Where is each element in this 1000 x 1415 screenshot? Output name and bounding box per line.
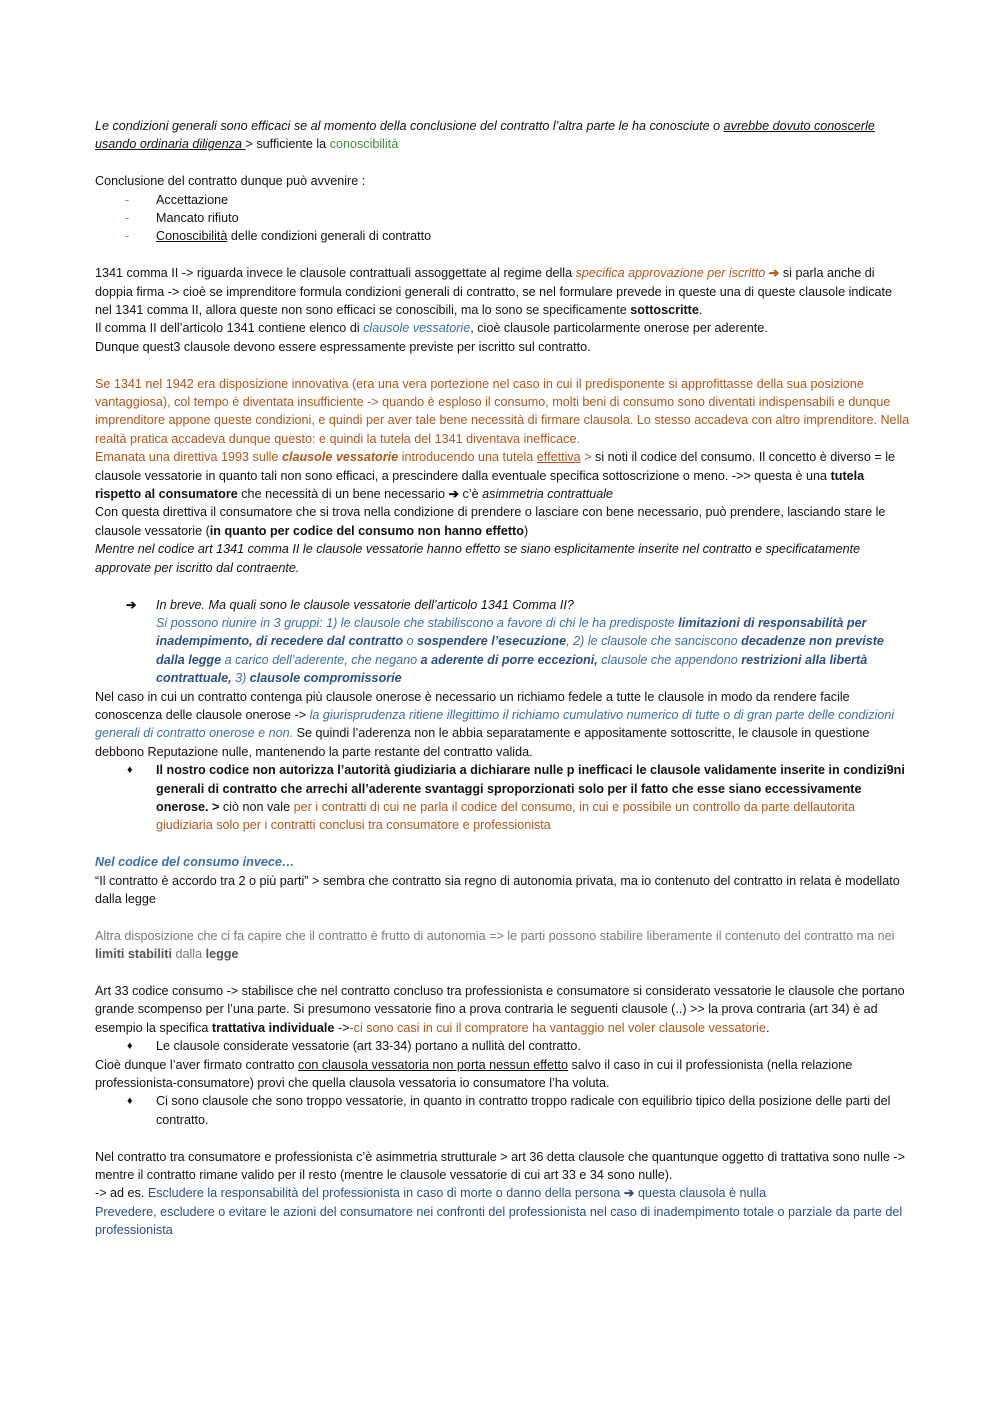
list-item [95, 1037, 910, 1055]
text: , 2) le clausole che sanciscono [566, 634, 742, 649]
text: in quanto per codice del consumo non hanno effetto [209, 523, 524, 538]
text: clausole compromissorie [249, 671, 402, 686]
text: Con questa direttiva il consumatore che si trova nella condizione di prendere o lasciare con bene necessario, può prendere, lasciando stare le clausole vessatorie ( [95, 505, 886, 538]
text: restrizioni alla libertà contrattuale, [156, 652, 868, 686]
text: -> ad es. [95, 1186, 148, 1201]
paragraph-prevedere: Prevedere, escludere o evitare le azioni del consumatore nei confronti del professionista nel caso di inadempimento totale o parziale da parte del professionista [95, 1204, 903, 1238]
text: Nel caso in cui un contratto contenga più clausole onerose è necessario un richiamo fedele a tutte le clausole in modo da rendere facile conoscenza delle clausole onerose -> [95, 689, 850, 722]
text: Cioè dunque l’aver firmato contratto [95, 1057, 299, 1072]
conclusion-list [95, 191, 910, 246]
arrow-right-icon: ➔ [448, 487, 460, 502]
paragraph-direttiva [95, 448, 910, 503]
text: clausole vessatorie [281, 450, 399, 465]
text: > sufficiente la [245, 137, 330, 152]
text: sospendere l’esecuzione [417, 634, 567, 649]
text: 3) [231, 671, 250, 686]
text: > [208, 799, 223, 814]
paragraph-mentre: Mentre nel codice art 1341 comma II le clausole vessatorie hanno effetto se siano esplicitamente inserite nel contratto e specificatamente approvate per iscritto dal contraente. [95, 542, 861, 575]
text: Altra disposizione che ci fa capire che il contratto è frutto di autonomia => le parti possono stabilire liberamente il contenuto del contratto ma nei [95, 928, 895, 943]
paragraph-contratto: “Il contratto è accordo tra 2 o più parti” > sembra che contratto sia regno di autonomia privata, ma io contenuto del contratto in relata è modellato dalla legge [95, 873, 900, 906]
text: dalla [171, 947, 206, 962]
text: trattativa individuale [211, 1020, 335, 1035]
paragraph-art36: Nel contratto tra consumatore e professionista c’è asimmetria strutturale > art 36 detta clausole che quantunque oggetto di trattativa sono nulle -> mentre il contratto rimane valido per il resto (mentre le clausole vessatorie di cui art 33 e 34 sono nulle). [95, 1149, 905, 1183]
text: Ci sono clausole che sono troppo vessatorie, in quanto in contratto troppo radicale con equilibrio tipico della posizione delle parti del contratto. [156, 1094, 891, 1127]
text: avrebbe dovuto conoscerle usando ordinaria diligenza [95, 119, 875, 152]
paragraph-esempio [95, 1184, 910, 1202]
text: c’è [459, 487, 483, 502]
list-item [95, 209, 910, 227]
nullita-list [95, 1037, 910, 1055]
text: clausole che appendono [597, 652, 742, 667]
diamond-bullet-icon: ♦ [127, 764, 133, 777]
text: Emanata una direttiva 1993 sulle [95, 450, 282, 465]
text: salvo il caso in cui il professionista (nella relazione professionista-consumatore) provi che quella clausola vessatoria io consumatore l’ha voluta. [95, 1057, 853, 1091]
text: Conoscibilità [156, 229, 228, 244]
text: o [403, 634, 418, 649]
text: Accettazione [156, 192, 229, 207]
diamond-bullet-icon: ♦ [127, 1095, 133, 1108]
text: ) [523, 523, 529, 538]
paragraph-cioe [95, 1056, 910, 1093]
text: Escludere la responsabilità del professionista in caso di morte o danno della persona [147, 1186, 624, 1201]
text: questa clausola è nulla [634, 1186, 767, 1201]
text: decadenze non previste dalla legge [156, 634, 884, 667]
text: si noti il codice del consumo. Il concetto è diverso = le clausole vessatorie in quanto tali non sono efficaci, a prescindere dalla eventuale specifica sottoscrizione o meno. ->> questa è una [95, 450, 896, 483]
paragraph-1942: Se 1341 nel 1942 era disposizione innovativa (era una vera portezione nel caso in cui il predisponente si approfittasse della sua posizione vantaggiosa), col tempo è diventata insufficiente -> quando è esploso il consumo, molti beni di consumo sono diventati indispensabili e dunque imprenditore appone queste condizioni, e quindi per aver tale bene necessità di firmare clausola. Lo stesso accadeva con altro imprenditore. Nella realtà pratica accadeva dunque questo: e quindi la tutela del 1341 diventava inefficace. [95, 376, 910, 446]
diamond-bullet-icon: ♦ [127, 1040, 133, 1053]
list-item [95, 761, 910, 835]
section-heading: Nel codice del consumo invece… [95, 855, 295, 870]
text: Le condizioni generali sono efficaci se al momento della conclusione del contratto l’altra parte le ha conosciute o [95, 119, 724, 133]
paragraph-comma-ii [95, 319, 910, 337]
text: per i contratti di cui ne parla il codice del consumo, in cui e possibile un controllo da parte dellautorita giudiziaria solo per i contratti conclusi tra consumatore e professionista [156, 799, 856, 833]
text: sottoscritte [630, 303, 699, 318]
text: -ci sono casi in cui il compratore ha vantaggio nel voler clausole vessatorie [349, 1020, 766, 1035]
codice-list [95, 761, 910, 835]
text: con clausola vessatoria non porta nessun effetto [298, 1057, 569, 1072]
text: . [765, 1020, 770, 1035]
text: -> [334, 1020, 350, 1035]
paragraph-richiamo [95, 688, 910, 762]
text: > [580, 450, 596, 465]
summary-list [95, 596, 910, 688]
text: tutela rispetto al consumatore [95, 468, 865, 502]
dash-bullet: - [125, 211, 130, 226]
text: Il comma II dell’articolo 1341 contiene elenco di [95, 321, 364, 336]
text: Si possono riunire in 3 gruppi: 1) le clausole che stabiliscono a favore di chi le ha predisposte [156, 615, 679, 630]
list-item [95, 1092, 910, 1129]
arrow-right-icon: ➔ [623, 1186, 635, 1201]
text: limitazioni di responsabilità per inadempimento, di recedere dal contratto [156, 615, 867, 649]
dash-bullet: - [125, 192, 130, 207]
text: Il nostro codice non autorizza l’autorità giudiziaria a dichiarare nulle p inefficaci le clausole validamente inserite in condizi9ni generali di contratto che arrechi all’aderente svantaggi sproporzionati solo per il fatto che esse siano eccessivamente onerose. [156, 763, 905, 814]
text: introducendo una tutela [398, 450, 537, 465]
text: Mancato rifiuto [156, 211, 239, 226]
paragraph-dunque: Dunque quest3 clausole devono essere espressamente previste per iscritto sul contratto. [95, 339, 591, 354]
text: legge [205, 947, 239, 962]
text: Se quindi l’aderenza non le abbia separatamente e appositamente sottoscritte, le clausole in questione debbono Reputazione nulle, mantenendo la parte restante del contratto valida. [95, 726, 870, 759]
text: 1341 comma II -> riguarda invece le clausole contrattuali assoggettate al regime della [95, 266, 576, 281]
text: delle condizioni generali di contratto [227, 229, 432, 244]
list-item [95, 191, 910, 209]
paragraph-con-questa [95, 503, 910, 540]
text: ciò non vale [222, 799, 294, 814]
text: limiti stabiliti [95, 947, 172, 962]
text: , cioè clausole particolarmente onerose per aderente. [470, 321, 768, 336]
text: Art 33 codice consumo -> stabilisce che nel contratto concluso tra professionista e consumatore si considerato vessatorie le clausole che portano grande scompenso per l’una parte. Si presumono vessatorie fino a prova contraria le seguenti clausole (..) >> la prova contraria (art 34) è ad esempio la specifica [95, 983, 905, 1035]
document-page [95, 117, 910, 1240]
arrow-right-icon: ➔ [126, 597, 137, 612]
text: si parla anche di doppia firma -> cioè se imprenditore formula condizioni generali di contratto, se nel formulare prevede in queste una di queste clausole indicate nel 1341 comma II, allora queste non sono efficaci se conoscibili, ma lo sono se specificamente [95, 266, 893, 318]
highlight-text: conoscibilità [329, 137, 399, 152]
paragraph-autonomia [95, 927, 910, 964]
text: . [698, 303, 703, 318]
text: a aderente di porre eccezioni, [420, 652, 598, 667]
paragraph-conclusione: Conclusione del contratto dunque può avvenire : [95, 174, 366, 189]
list-item [95, 227, 910, 245]
text: che necessità di un bene necessario [237, 487, 449, 502]
arrow-right-icon: ➔ [768, 266, 780, 281]
paragraph-art33 [95, 982, 910, 1037]
paragraph-1341 [95, 264, 910, 319]
text: a carico dell’aderente, che negano [221, 652, 421, 667]
troppo-list [95, 1092, 910, 1129]
text: asimmetria contrattuale [482, 487, 614, 502]
text: clausole vessatorie [363, 321, 471, 336]
dash-bullet: - [125, 229, 130, 244]
text: In breve. Ma quali sono le clausole vessatorie dell’articolo 1341 Comma II? [156, 597, 574, 612]
text: effettiva [536, 450, 581, 465]
list-item [95, 596, 910, 688]
text: la giurisprudenza ritiene illegittimo il richiamo cumulativo numerico di tutte o di gran parte delle condizioni generali di contratto onerose e non. [95, 707, 895, 741]
text: specifica approvazione per iscritto [575, 266, 769, 281]
text: Le clausole considerate vessatorie (art 33-34) portano a nullità del contratto. [156, 1039, 581, 1054]
paragraph-conoscibilita [95, 117, 910, 154]
